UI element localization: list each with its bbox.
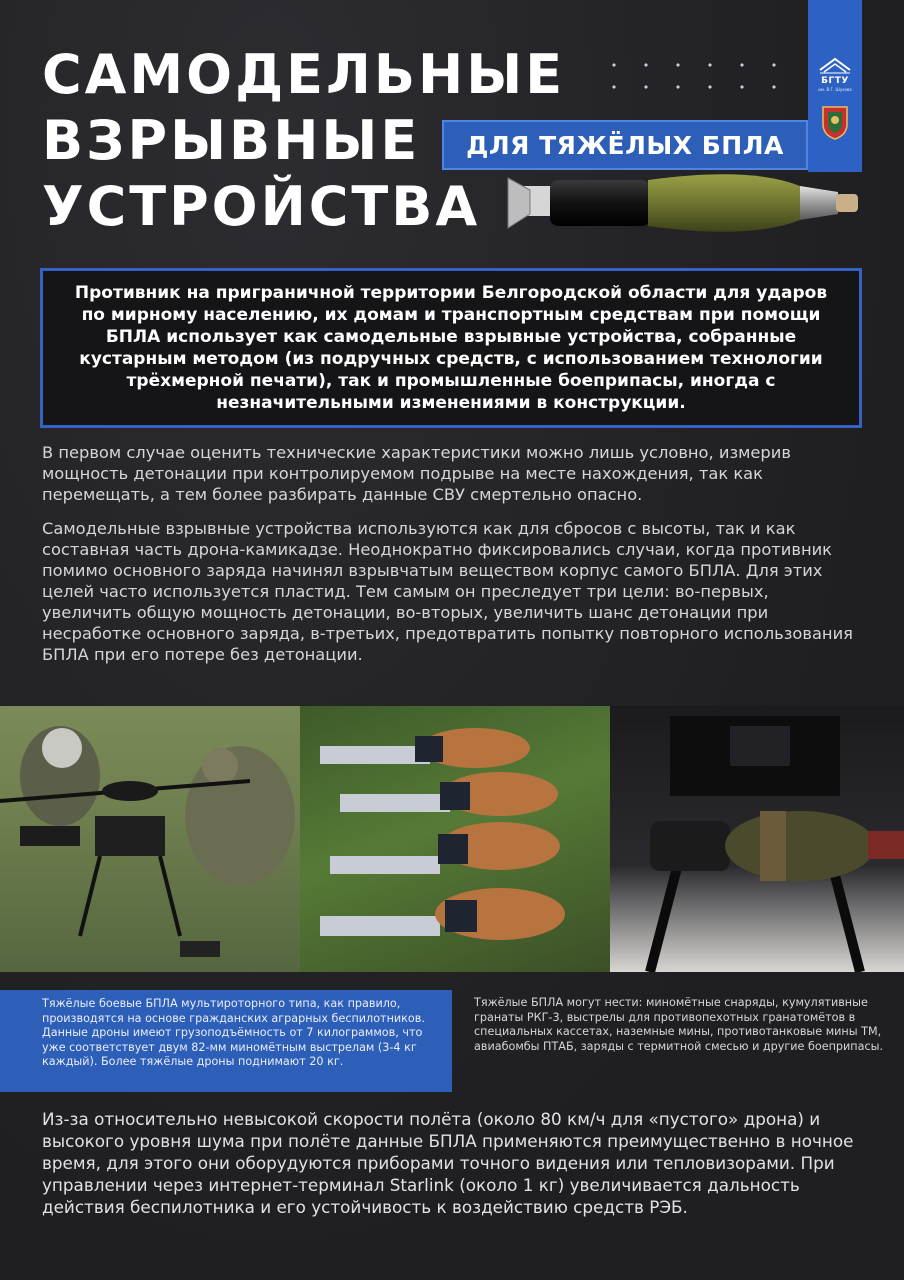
mortar-shell-illustration [500, 162, 864, 244]
photo-strip [0, 706, 904, 972]
caption-left-text: Тяжёлые боевые БПЛА мультироторного типа, как правило, производятся на основе гражданских аграрных беспилотников. Данные дроны имеют грузоподъёмность от 7 килограммов, что уже соответствует двум 82-мм миномётным выстрелам (3-4 кг каждый). Более тяжёлые дроны поднимают 20 кг. [42, 997, 425, 1068]
caption-drone-payloads [474, 996, 884, 1054]
body-paragraph-2: Самодельные взрывные устройства используются как для сбросов с высоты, так и как составная часть дрона-камикадзе. Неоднократно фиксировались случаи, когда противник помимо основного заряда начинял взрывчатым веществом корпус самого БПЛА. Для этих целей часто используется пластид. Тем самым он преследует три цели: во-первых, увеличить общую мощность детонации, во-вторых, увеличить шанс детонации при несработке основного заряда, в-третьих, предотвратить попытку повторного использования БПЛА при его потере без детонации. [42, 519, 853, 664]
intro-callout-box [40, 268, 862, 428]
title-line-1: САМОДЕЛЬНЫЕ [42, 43, 566, 106]
photo-grenades-on-grass [300, 706, 610, 972]
university-logo-ribbon [808, 0, 862, 172]
university-logo-icon [818, 56, 852, 74]
body-paragraph-1: В первом случае оценить технические характеристики можно лишь условно, измерив мощность детонации при контролируемом подрыве на месте нахождения, так как перемещать, а тем более разбирать данные СВУ смертельно опасно. [42, 443, 791, 504]
coat-of-arms-icon [820, 104, 850, 140]
photo-drone-with-mortar-round [610, 706, 904, 972]
subtitle-text: ДЛЯ ТЯЖЁЛЫХ БПЛА [466, 130, 784, 160]
title-line-2: ВЗРЫВНЫЕ [42, 109, 421, 172]
logo-text: БГТУ [821, 76, 849, 86]
body-paragraph-3: Из-за относительно невысокой скорости полёта (около 80 км/ч для «пустого» дрона) и высокого уровня шума при полёте данные БПЛА применяются преимущественно в ночное время, для этого они оборудуются приборами точного видения или тепловизорами. При управлении через интернет-терминал Starlink (около 1 кг) увеличивается дальность действия беспилотника и его устойчивость к воздействию средств РЭБ. [42, 1109, 854, 1217]
caption-right-text: Тяжёлые БПЛА могут нести: миномётные снаряды, кумулятивные гранаты РКГ-3, выстрелы для противопехотных гранатомётов в специальных кассетах, наземные мины, противотанковые мины ТМ, авиабомбы ПТАБ, заряды с термитной смесью и другие боеприпасы. [474, 996, 884, 1053]
decorative-dot-grid [598, 54, 788, 98]
intro-text: Противник на приграничной территории Белгородской области для ударов по мирному населению, их домам и транспортным средствам при помощи БПЛА использует как самодельные взрывные устройства, собранные кустарным методом (из подручных средств, с использованием технологии трёхмерной печати), так и промышленные боеприпасы, иногда с незначительными изменениями в конструкции. [74, 283, 828, 413]
caption-heavy-drones [0, 990, 452, 1092]
title-line-3: УСТРОЙСТВА [42, 175, 481, 238]
logo-subtext: им. В.Г. Шухова [818, 87, 852, 92]
photo-soldiers-with-drone [0, 706, 300, 972]
